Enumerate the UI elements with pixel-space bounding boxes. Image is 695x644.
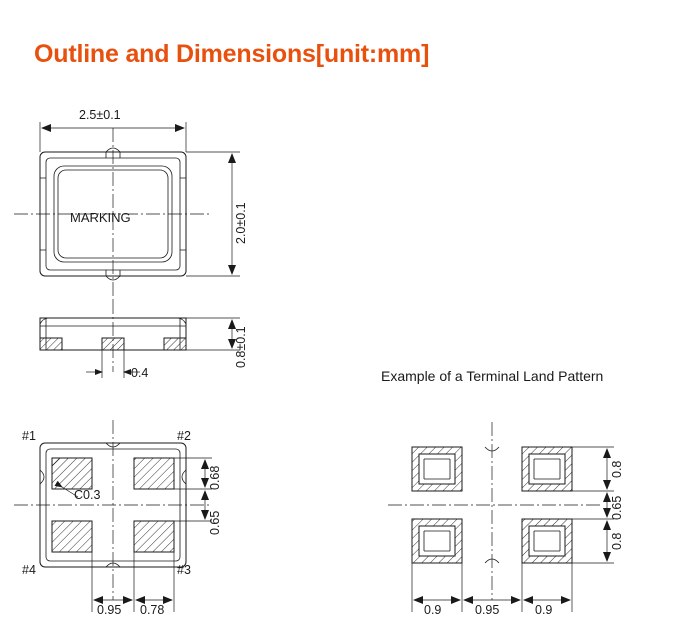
dim-land-gap: 0.65 <box>610 495 624 520</box>
marking-text: MARKING <box>70 210 131 225</box>
dim-land-gap-horizontal: 0.95 <box>475 603 500 617</box>
dim-land-width-right: 0.9 <box>535 603 553 617</box>
dim-side-terminal-width: 0.4 <box>131 366 149 380</box>
dim-land-bottom: 0.8 <box>610 532 624 550</box>
pin-label-2: #2 <box>177 429 191 443</box>
pin-label-1: #1 <box>22 429 36 443</box>
pin-label-4: #4 <box>22 563 36 577</box>
land-pattern-drawing <box>388 422 614 612</box>
page-title: Outline and Dimensions[unit:mm] <box>34 40 430 68</box>
bottom-view-drawing <box>14 420 212 612</box>
dim-chamfer: C0.3 <box>74 488 101 502</box>
dim-top-height: 2.0±0.1 <box>234 202 248 244</box>
dim-land-top: 0.8 <box>610 460 624 478</box>
dim-pad-pitch: 0.95 <box>97 603 122 617</box>
dim-pad-width: 0.78 <box>140 603 165 617</box>
pin-label-3: #3 <box>177 563 191 577</box>
top-view-drawing <box>14 122 240 300</box>
dim-pad-height: 0.68 <box>208 465 222 490</box>
dim-top-width: 2.5±0.1 <box>79 108 121 122</box>
land-pattern-caption: Example of a Terminal Land Pattern <box>381 368 604 384</box>
dim-land-width-left: 0.9 <box>424 603 442 617</box>
dim-pad-gap: 0.65 <box>208 510 222 535</box>
dim-side-thickness: 0.8±0.1 <box>234 326 248 368</box>
